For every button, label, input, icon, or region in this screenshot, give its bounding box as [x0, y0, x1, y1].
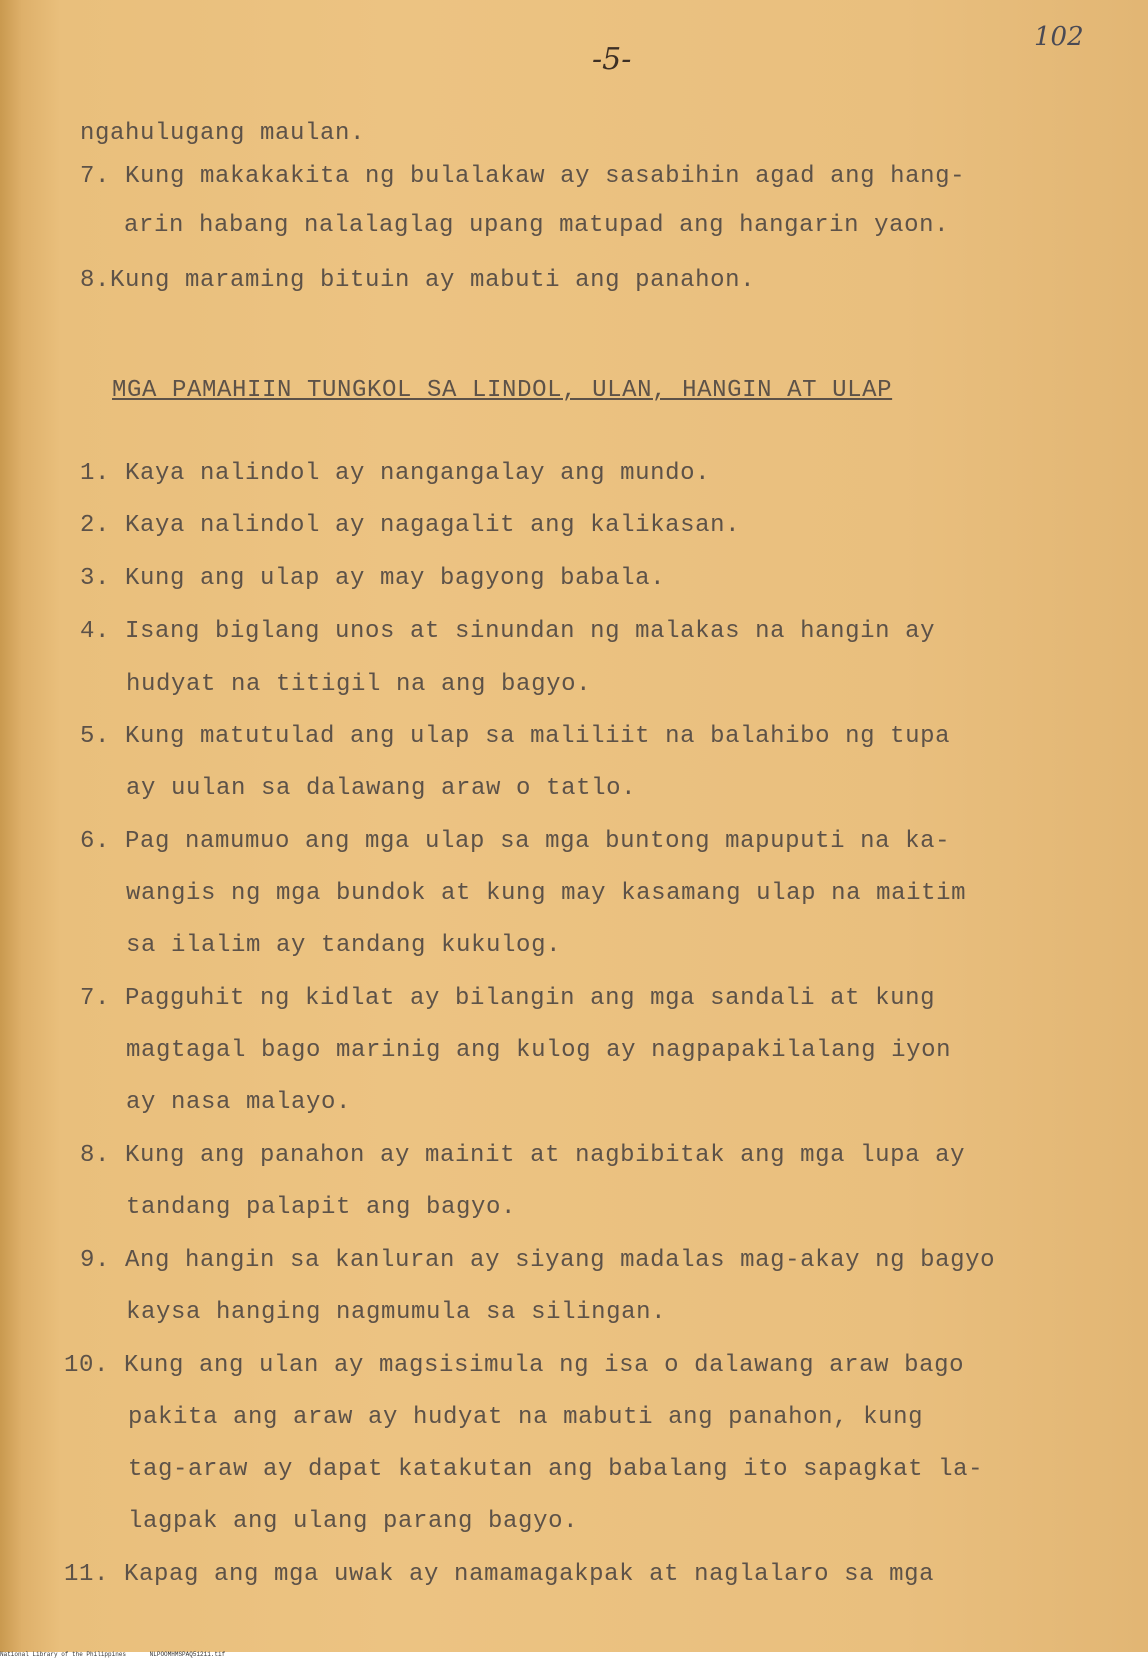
list-item: hudyat na titigil na ang bagyo.	[126, 671, 592, 698]
list-item: ay nasa malayo.	[126, 1089, 352, 1116]
list-item: wangis ng mga bundok at kung may kasamang ulap na maitim	[126, 880, 967, 907]
footer-file: NLPOOMHMSPAQ51211.tif	[149, 1651, 226, 1658]
list-item: 6. Pag namumuo ang mga ulap sa mga buntong mapuputi na ka-	[80, 828, 951, 855]
list-item: ay uulan sa dalawang araw o tatlo.	[126, 775, 637, 802]
list-item: 4. Isang biglang unos at sinundan ng malakas na hangin ay	[80, 618, 936, 645]
list-item: 9. Ang hangin sa kanluran ay siyang madalas mag-akay ng bagyo	[80, 1247, 996, 1274]
list-item: kaysa hanging nagmumula sa silingan.	[126, 1299, 667, 1326]
list-item: 11. Kapag ang mga uwak ay namamagakpak at naglalaro sa mga	[64, 1561, 935, 1588]
list-item: magtagal bago marinig ang kulog ay nagpapakilalang iyon	[126, 1037, 952, 1064]
footer-library: National Library of the Philippines	[0, 1651, 127, 1658]
list-item: tandang palapit ang bagyo.	[126, 1194, 517, 1221]
text-line: 8.Kung maraming bituin ay mabuti ang panahon.	[80, 267, 756, 294]
list-item: 8. Kung ang panahon ay mainit at nagbibitak ang mga lupa ay	[80, 1142, 966, 1169]
list-item: pakita ang araw ay hudyat na mabuti ang panahon, kung	[128, 1404, 924, 1431]
list-item: 5. Kung matutulad ang ulap sa maliliit na balahibo ng tupa	[80, 723, 951, 750]
section-heading: MGA PAMAHIIN TUNGKOL SA LINDOL, ULAN, HANGIN AT ULAP	[112, 377, 893, 404]
text-line: 7. Kung makakakita ng bulalakaw ay sasabihin agad ang hang-	[80, 163, 966, 190]
list-item: 10. Kung ang ulan ay magsisimula ng isa o dalawang araw bago	[64, 1352, 965, 1379]
list-item: lagpak ang ulang parang bagyo.	[128, 1508, 579, 1535]
list-item: sa ilalim ay tandang kukulog.	[126, 932, 562, 959]
page-number: -5-	[592, 42, 632, 77]
list-item: 3. Kung ang ulap ay may bagyong babala.	[80, 565, 666, 592]
folio-number: 102	[1034, 22, 1084, 52]
text-line: arin habang nalalaglag upang matupad ang hangarin yaon.	[124, 212, 950, 239]
scan-footer	[0, 1652, 1148, 1658]
list-item: 7. Pagguhit ng kidlat ay bilangin ang mga sandali at kung	[80, 985, 936, 1012]
list-item: tag-araw ay dapat katakutan ang babalang ito sapagkat la-	[128, 1456, 984, 1483]
list-item: 2. Kaya nalindol ay nagagalit ang kalikasan.	[80, 512, 741, 539]
list-item: 1. Kaya nalindol ay nangangalay ang mundo.	[80, 460, 711, 487]
text-line: ngahulugang maulan.	[80, 120, 366, 147]
